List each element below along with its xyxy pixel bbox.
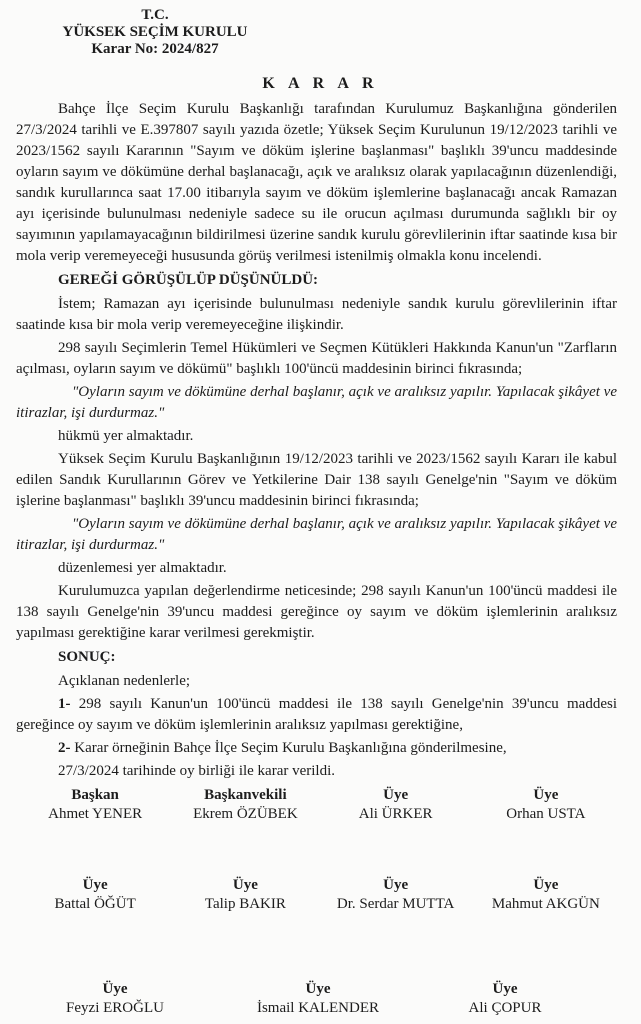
section-heading-sonuc: SONUÇ:: [58, 649, 116, 665]
paragraph-summary: Bahçe İlçe Seçim Kurulu Başkanlığı tarafından Kurulumuz Başkanlığına gönderilen 27/3/2024 tarihli ve E.397807 sayılı yazıda özetle; Yüksek Seçim Kurulunun 19/12/2023 tarihli ve 2023/1562 sayılı Kararının "Sayım ve döküm işlerine başlanması" başlıklı 39'uncu maddesinde oyların sayım ve dökümüne derhal başlanacağı, açık ve aralıksız olarak yapılacağının düzenlendiği, sandık kurullarınca saat 17.00 itibarıyla sayım ve döküm işlemlerine başlanacağı ancak Ramazan ayı içerisinde bulunulması nedeniyle sadece su ile orucun açılması durumunda sağlıklı bir oy sayımının yapılamayacağının bildirilmesi üzerine sandık kurulu görevlilerinin iftar saatinde kısa bir mola verip veremeyeceği hususunda görüş verilmesi istenilmiş olmakla konu incelendi.: [16, 101, 617, 264]
signature-title: Başkanvekili: [204, 787, 287, 803]
signature-name: Ahmet YENER: [48, 806, 143, 822]
signature-row-1: [0, 786, 641, 824]
paragraph-aciklanan: Açıklanan nedenlerle;: [58, 673, 191, 689]
paragraph-duzenlemesi: düzenlemesi yer almaktadır.: [58, 560, 227, 576]
signature-uye-bakir: [170, 876, 320, 914]
decision-item-2-number: 2-: [58, 740, 71, 756]
signature-baskanvekili: [170, 786, 320, 824]
signature-title: Üye: [492, 981, 518, 997]
signature-title: Başkan: [71, 787, 119, 803]
decision-item-2-text: Karar örneğinin Bahçe İlçe Seçim Kurulu Başkanlığına gönderilmesine,: [70, 740, 507, 756]
signature-name: Ekrem ÖZÜBEK: [193, 806, 298, 822]
document-title: K A R A R: [262, 75, 379, 92]
blockquote-law-provision-2: "Oyların sayım ve dökümüne derhal başlanır, açık ve aralıksız yapılır. Yapılacak şikâyet ve itirazlar, işi durdurmaz.": [16, 516, 617, 553]
signature-title: Üye: [533, 787, 559, 803]
paragraph-assessment: Kurulumuzca yapılan değerlendirme neticesinde; 298 sayılı Kanun'un 100'üncü maddesi ile 138 sayılı Genelge'nin 39'uncu maddesi gereğince oy sayım ve döküm işlemlerinin aralıksız yapılması gerektiğine karar verilmesi gerekmiştir.: [16, 583, 617, 641]
signature-name: Battal ÖĞÜT: [54, 896, 136, 912]
paragraph-hukmu: hükmü yer almaktadır.: [58, 428, 194, 444]
paragraph-decision-date: 27/3/2024 tarihinde oy birliği ile karar verildi.: [58, 763, 336, 779]
signature-name: Orhan USTA: [506, 806, 586, 822]
signature-section: [0, 786, 641, 1018]
signature-uye-kalender: [228, 980, 408, 1018]
signature-name: Feyzi EROĞLU: [66, 1000, 164, 1016]
signature-title: Üye: [533, 877, 559, 893]
signature-uye-urker: [321, 786, 471, 824]
signature-title: Üye: [383, 787, 409, 803]
signature-name: Mahmut AKGÜN: [491, 896, 600, 912]
signature-name: Ali ÜRKER: [358, 806, 433, 822]
signature-uye-mutta: [321, 876, 471, 914]
signature-uye-eroglu: [25, 980, 205, 1018]
document-body: [0, 99, 641, 782]
signature-row-3: [0, 980, 641, 1018]
paragraph-circular-138: Yüksek Seçim Kurulu Başkanlığının 19/12/2023 tarihli ve 2023/1562 sayılı Kararı ile kabul edilen Sandık Kurullarının Görev ve Yetkilerine Dair 138 sayılı Genelge'nin "Sayım ve döküm işlerine başlanması" başlıklı 39'uncu maddesinin birinci fıkrasında;: [16, 451, 617, 509]
decision-item-1: [16, 694, 617, 736]
signature-name: Talip BAKIR: [204, 896, 286, 912]
header-republic-line: T.C.: [141, 7, 169, 23]
signature-title: Üye: [305, 981, 331, 997]
signature-title: Üye: [232, 877, 258, 893]
signature-title: Üye: [383, 877, 409, 893]
document-header: [0, 7, 310, 58]
signature-uye-akgun: [471, 876, 621, 914]
signature-row-2: [0, 876, 641, 914]
header-decision-number: Karar No: 2024/827: [91, 41, 219, 57]
header-institution-line: YÜKSEK SEÇİM KURULU: [62, 24, 248, 40]
decision-item-2: [16, 738, 617, 759]
signature-name: İsmail KALENDER: [256, 1000, 380, 1016]
signature-name: Ali ÇOPUR: [468, 1000, 542, 1016]
paragraph-law-298: 298 sayılı Seçimlerin Temel Hükümleri ve Seçmen Kütükleri Hakkında Kanun'un "Zarfların açılması, oyların sayım ve dökümü" başlıklı 100'üncü maddesinin birinci fıkrasında;: [16, 340, 617, 377]
signature-title: Üye: [102, 981, 128, 997]
signature-baskan: [20, 786, 170, 824]
signature-title: Üye: [82, 877, 108, 893]
blockquote-law-provision-1: "Oyların sayım ve dökümüne derhal başlanır, açık ve aralıksız yapılır. Yapılacak şikâyet ve itirazlar, işi durdurmaz.": [16, 384, 617, 421]
signature-name: Dr. Serdar MUTTA: [336, 896, 455, 912]
paragraph-istem: İstem; Ramazan ayı içerisinde bulunulması nedeniyle sandık kurulu görevlilerinin iftar saatinde kısa bir mola verip veremeyeceğine ilişkindir.: [16, 296, 617, 333]
decision-item-1-number: 1-: [58, 696, 71, 712]
decision-item-1-text: 298 sayılı Kanun'un 100'üncü maddesi ile 138 sayılı Genelge'nin 39'uncu maddesi gereğince oy sayım ve döküm işlemlerinin aralıksız yapılması gerektiğine,: [16, 696, 617, 733]
signature-uye-usta: [471, 786, 621, 824]
section-heading-geregi: GEREĞİ GÖRÜŞÜLÜP DÜŞÜNÜLDÜ:: [58, 272, 319, 288]
signature-uye-ogut: [20, 876, 170, 914]
signature-uye-copur: [415, 980, 595, 1018]
